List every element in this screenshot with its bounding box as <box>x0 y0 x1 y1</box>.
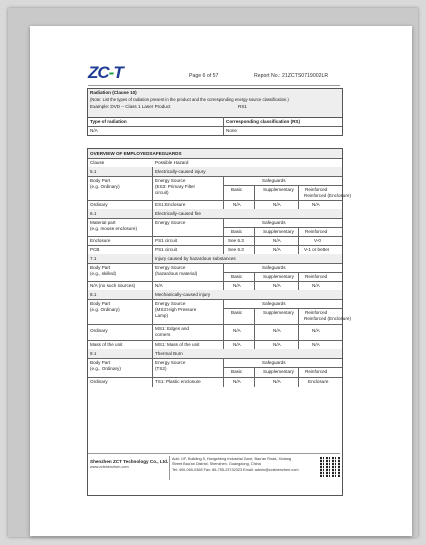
row-reinforced: N/A <box>312 342 320 347</box>
page-header <box>66 60 362 86</box>
row-basic: See 6.3 <box>228 238 244 243</box>
radiation-example-class: RS1 <box>238 104 247 109</box>
hazard-7-1: Injury caused by hazardous substances <box>155 255 236 261</box>
hazard-9-1: Thermal Burn <box>155 350 183 356</box>
radiation-class-header: Corresponding classification (RS) <box>226 119 301 124</box>
energy-source-label: Energy Source <box>155 360 186 365</box>
reinforced-enclosure-header: Reinforced (Enclosure) <box>304 316 351 321</box>
row-supplementary: N/A <box>273 202 281 207</box>
reinforced-enclosure-header: Reinforced (Enclosure) <box>304 193 351 198</box>
page-footer <box>66 453 362 483</box>
reinforced-header: Reinforced <box>305 369 328 374</box>
radiation-type-value: N/A <box>90 128 98 133</box>
reinforced-header: Reinforced <box>305 274 328 279</box>
supplementary-header: Supplementary <box>263 310 294 315</box>
clause-7-1: 7.1 <box>90 255 97 261</box>
footer-contact: Tel: 400-069-0365 Fax: 86-755-23732323 Email: admin@zctshenzhen.com <box>172 468 299 472</box>
row-energy-source: PS1 circuit <box>155 247 177 252</box>
report-number: Report No.: 21ZCTS0719002LR <box>254 73 329 79</box>
radiation-class-value: None <box>226 128 237 133</box>
clause-6-1: 6.1 <box>90 210 97 216</box>
energy-source-detail: (TS2) <box>155 366 167 371</box>
row-supplementary: N/A <box>273 328 281 333</box>
safeguards-header: Safeguards <box>262 301 286 306</box>
row-basic: N/A <box>233 283 241 288</box>
row-supplementary: N/A <box>273 379 281 384</box>
row-energy-source: MS1: Mass of the unit <box>155 342 200 347</box>
body-part-example: (e.g. Ordinary) <box>90 184 120 189</box>
overview-title: OVERVIEW OF EMPLOYEDSAFEGUARDS <box>90 150 182 156</box>
report-page <box>66 60 362 484</box>
radiation-title: Radiation (Clause 10) <box>90 90 137 95</box>
basic-header: Basic <box>231 310 243 315</box>
row-reinforced: N/A <box>312 283 320 288</box>
row-body-part: Mass of the unit <box>90 342 123 347</box>
row-supplementary: N/A <box>273 342 281 347</box>
row-basic: N/A <box>233 379 241 384</box>
energy-source-label: Energy Source <box>155 178 186 183</box>
row-material-part: Enclosure <box>90 238 111 243</box>
clause-9-1: 9.1 <box>90 350 97 356</box>
page-number: Page 6 of 57 <box>189 73 219 79</box>
reinforced-header: Reinforced <box>305 187 328 192</box>
row-basic: See 6.3 <box>228 247 244 252</box>
energy-source-label: Energy Source <box>155 301 186 306</box>
row-reinforced: Enclosure <box>308 379 329 384</box>
radiation-table <box>87 88 343 136</box>
radiation-example: Example: DVD – Class 1 Laser Product <box>90 104 171 109</box>
body-part-example: (e.g., Ordinary) <box>90 366 121 371</box>
basic-header: Basic <box>231 229 243 234</box>
radiation-note: (Note: List the types of radiation present in the product and the corresponding energy source classification.) <box>90 97 289 102</box>
footer-company: Shenzhen ZCT Technology Co., Ltd. <box>90 459 169 464</box>
basic-header: Basic <box>231 274 243 279</box>
row-supplementary: N/A <box>273 238 281 243</box>
energy-source-detail: (ES3: Primary Filter <box>155 184 196 189</box>
body-part-label: Body Part <box>90 360 111 365</box>
body-part-example: (e.g., skilled) <box>90 271 117 276</box>
row-supplementary: N/A <box>273 247 281 252</box>
header-rule <box>88 85 340 86</box>
safeguards-header: Safeguards <box>262 220 286 225</box>
clause-header: Clause <box>90 159 105 165</box>
row-energy-source: PS1 circuit <box>155 238 177 243</box>
energy-source-label: Energy Source <box>155 265 186 270</box>
safeguards-table <box>87 148 351 496</box>
clause-5-1: 5.1 <box>90 168 97 174</box>
basic-header: Basic <box>231 369 243 374</box>
energy-source-detail-2: circuit) <box>155 190 169 195</box>
supplementary-header: Supplementary <box>263 369 294 374</box>
clause-8-1: 8.1 <box>90 291 97 297</box>
row-body-part: N/A (no such sources) <box>90 283 136 288</box>
hazard-5-1: Electrically-caused injury <box>155 168 206 174</box>
body-part-label: Body Part <box>90 301 111 306</box>
radiation-type-header: Type of radiation <box>90 119 127 124</box>
row-reinforced: N/A <box>312 202 320 207</box>
reinforced-header: Reinforced <box>305 310 328 315</box>
hazard-6-1: Electrically-caused fire <box>155 210 201 216</box>
energy-source-label: Energy Source <box>155 220 186 225</box>
material-part-example: (e.g. mouse enclosure) <box>90 226 137 231</box>
footer-address-2: Street Bao'an District, Shenzhen, Guangdong, China <box>172 462 261 466</box>
hazard-header: Possible Hazard <box>155 159 189 165</box>
row-reinforced: N/A <box>312 328 320 333</box>
row-basic: N/A <box>233 202 241 207</box>
row-energy-source: ES1:Enclosure <box>155 202 186 207</box>
footer-website: www.zctshenzhen.com <box>90 465 129 469</box>
row-energy-source: N/A <box>155 283 163 288</box>
body-part-label: Body Part <box>90 178 111 183</box>
row-energy-source-2: corners <box>155 332 171 337</box>
row-energy-source: MS1: Edges and <box>155 326 189 331</box>
material-part-label: Material part <box>90 220 116 225</box>
row-body-part: Ordinary <box>90 328 108 333</box>
row-basic: N/A <box>233 328 241 333</box>
body-part-example: (e.g. Ordinary) <box>90 307 120 312</box>
safeguards-header: Safeguards <box>262 360 286 365</box>
row-reinforced: V-0 <box>314 238 321 243</box>
row-energy-source: TS1: Plastic enclosure <box>155 379 201 384</box>
hazard-8-1: Mechanically-caused injury <box>155 291 211 297</box>
supplementary-header: Supplementary <box>263 229 294 234</box>
row-body-part: Ordinary <box>90 202 108 207</box>
energy-source-detail: (hazardous material) <box>155 271 198 276</box>
body-part-label: Body Part <box>90 265 111 270</box>
safeguards-header: Safeguards <box>262 178 286 183</box>
reinforced-header: Reinforced <box>305 229 328 234</box>
energy-source-detail-2: Lamp) <box>155 313 169 318</box>
row-material-part: PCB <box>90 247 100 252</box>
row-body-part: Ordinary <box>90 379 108 384</box>
basic-header: Basic <box>231 187 243 192</box>
row-supplementary: N/A <box>273 283 281 288</box>
row-reinforced: V-1 or better <box>304 247 330 252</box>
footer-address: Add: 1/F, Building 5, Hongsheng Industrial Zone, Bao'an Road, Xixiang <box>172 457 291 461</box>
supplementary-header: Supplementary <box>263 187 294 192</box>
safeguards-header: Safeguards <box>262 265 286 270</box>
energy-source-detail: (MS3:High Pressure <box>155 307 197 312</box>
row-basic: N/A <box>233 342 241 347</box>
company-logo: ZC-T <box>88 63 123 82</box>
supplementary-header: Supplementary <box>263 274 294 279</box>
